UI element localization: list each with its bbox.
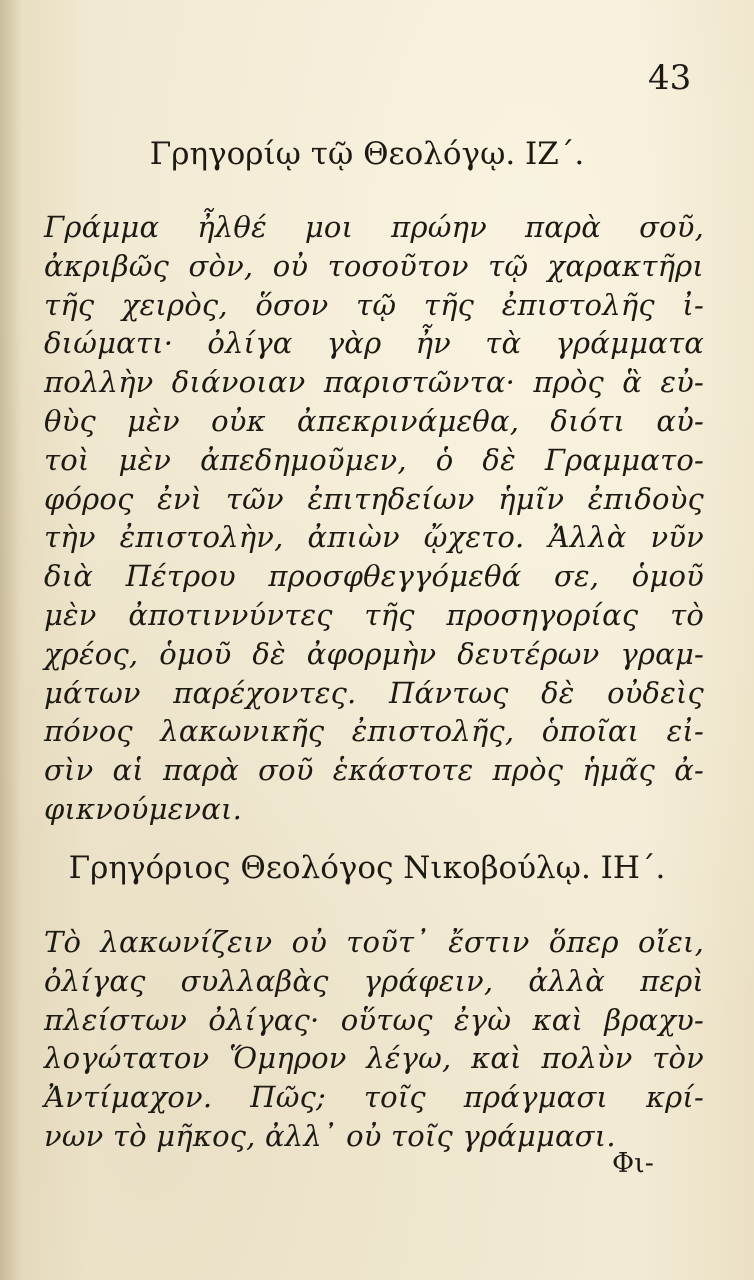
text-line: τὴν ἐπιστολὴν, ἀπιὼν ᾤχετο. Ἀλλὰ νῦν	[44, 520, 704, 555]
letter-17-body	[44, 208, 704, 829]
text-line: μὲν ἀποτιννύντες τῆς προσηγορίας τὸ	[44, 597, 704, 632]
text-line: Τὸ λακωνίζειν οὐ τοῦτ᾽ ἔστιν ὅπερ οἴει,	[44, 925, 704, 959]
text-line: θὺς μὲν οὐκ ἀπεκρινάμεθα, διότι αὐ-	[44, 403, 704, 438]
text-line: πλείστων ὀλίγας· οὕτως ἐγὼ καὶ βραχυ-	[44, 1002, 704, 1037]
text-line: νων τὸ μῆκος, ἀλλ᾽ οὐ τοῖς γράμμασι.	[44, 1118, 616, 1153]
letter-17-heading: Γρηγορίῳ τῷ Θεολόγῳ. ΙΖ΄.	[149, 136, 585, 172]
text-line: μάτων παρέχοντες. Πάντως δὲ οὐδεὶς	[44, 675, 704, 710]
text-line: τοὶ μὲν ἀπεδημοῦμεν, ὁ δὲ Γραμματο-	[44, 442, 704, 477]
text-line: ὀλίγας συλλαβὰς γράφειν, ἀλλὰ περὶ	[44, 963, 704, 998]
catchword: Φι-	[612, 1148, 654, 1179]
text-line: πολλὴν διάνοιαν παριστῶντα· πρὸς ἃ εὐ-	[44, 365, 704, 400]
text-line: διὰ Πέτρου προσφθεγγόμεθά σε, ὁμοῦ	[44, 559, 704, 594]
binding-shadow	[0, 0, 22, 1280]
text-line: φικνούμεναι.	[44, 791, 243, 826]
text-line: πόνος λακωνικῆς ἐπιστολῆς, ὁποῖαι εἰ-	[44, 714, 704, 749]
text-line: λογώτατον Ὅμηρον λέγω, καὶ πολὺν τὸν	[44, 1041, 704, 1076]
letter-18-body	[44, 923, 704, 1156]
text-line: Γράμμα ἦλθέ μοι πρώην παρὰ σοῦ,	[44, 210, 704, 244]
text-line: χρέος, ὁμοῦ δὲ ἀφορμὴν δευτέρων γραμ-	[44, 636, 704, 671]
page-number: 43	[648, 58, 692, 98]
text-line: ἀκριβῶς σὸν, οὐ τοσοῦτον τῷ χαρακτῆρι	[44, 248, 704, 283]
text-line: Ἀντίμαχον. Πῶς; τοῖς πράγμασι κρί-	[44, 1080, 704, 1115]
text-line: σὶν αἱ παρὰ σοῦ ἑκάστοτε πρὸς ἡμᾶς ἀ-	[44, 753, 704, 788]
letter-18-heading: Γρηγόριος Θεολόγος Νικοβούλῳ. ΙΗ΄.	[68, 850, 666, 886]
text-line: τῆς χειρὸς, ὅσον τῷ τῆς ἐπιστολῆς ἰ-	[44, 287, 704, 322]
text-line: διώματι· ὀλίγα γὰρ ἦν τὰ γράμματα	[44, 326, 704, 361]
text-line: φόρος ἐνὶ τῶν ἐπιτηδείων ἡμῖν ἐπιδοὺς	[44, 481, 704, 516]
